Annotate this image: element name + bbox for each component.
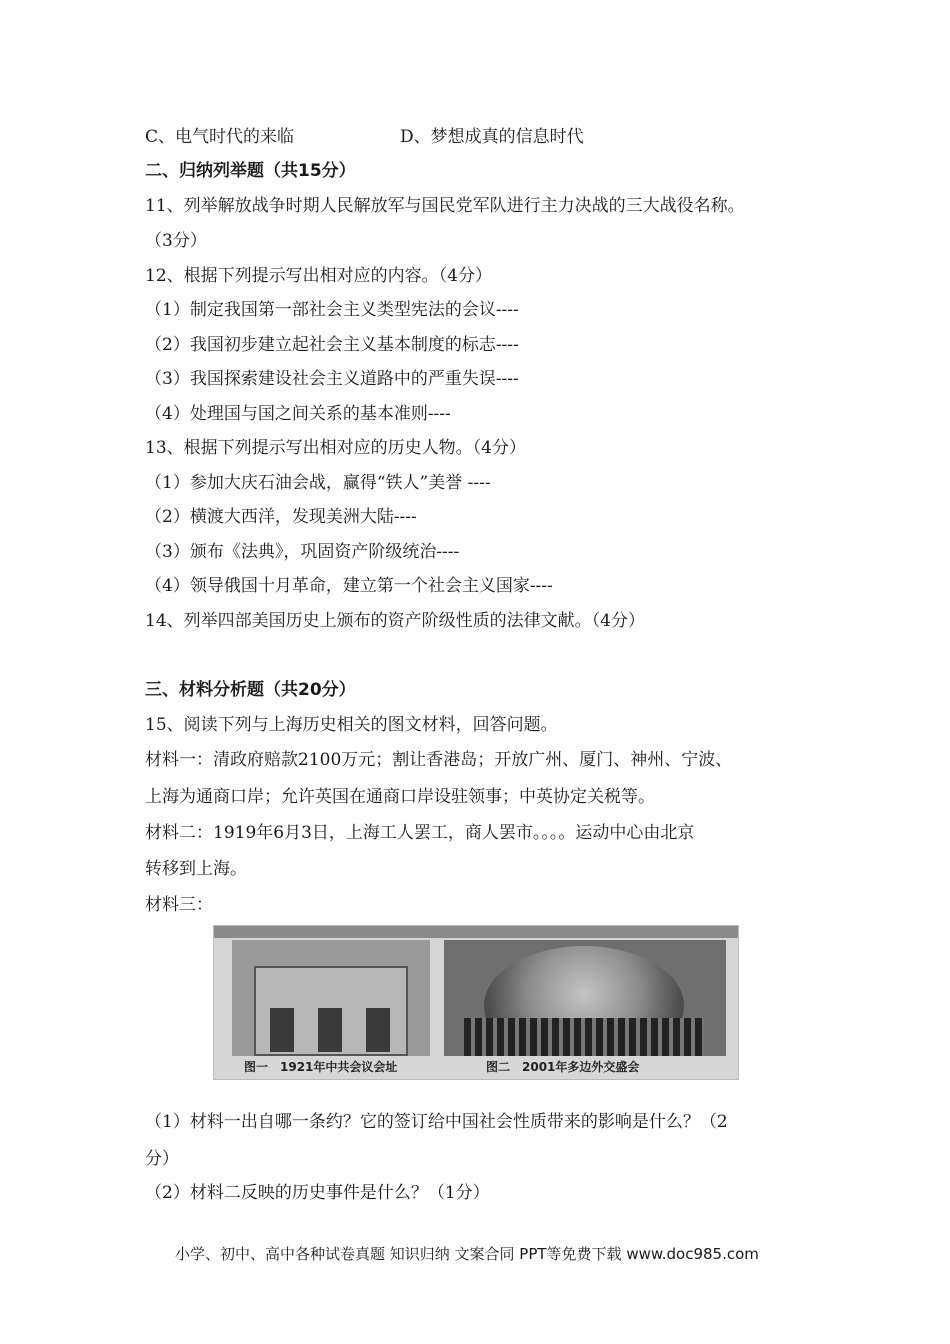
q12-item-3: （3）我国探索建设社会主义道路中的严重失误----: [145, 369, 519, 389]
q14-text: 14、列举四部美国历史上颁布的资产阶级性质的法律文献。（4分）: [145, 611, 645, 631]
q13-item-3: （3）颁布《法典》，巩固资产阶级统治----: [145, 542, 460, 562]
q13-item-4: （4）领导俄国十月革命，建立第一个社会主义国家----: [145, 576, 553, 596]
q15-text: 15、阅读下列与上海历史相关的图文材料，回答问题。: [145, 715, 558, 735]
q11-text: 11、列举解放战争时期人民解放军与国民党军队进行主力决战的三大战役名称。: [145, 196, 745, 216]
door-shape: [270, 1008, 294, 1052]
material-3-photo: [213, 925, 739, 1080]
photo-caption-1: 图一 1921年中共会议会址: [244, 1060, 398, 1074]
material-3-label: 材料三：: [145, 895, 213, 915]
option-d: D、梦想成真的信息时代: [400, 127, 584, 147]
options-row: [145, 126, 584, 148]
material-1-line-2: 上海为通商口岸；允许英国在通商口岸设驻领事；中英协定关税等。: [145, 787, 655, 807]
q12-item-4: （4）处理国与国之间关系的基本准则----: [145, 404, 451, 424]
q12-item-2: （2）我国初步建立起社会主义基本制度的标志----: [145, 335, 519, 355]
q11-score: （3分）: [145, 231, 207, 251]
material-1-line-1: 材料一：清政府赔款2100万元；割让香港岛；开放广州、厦门、神州、宁波、: [145, 750, 733, 770]
door-shape: [318, 1008, 342, 1052]
photo-top-band: [214, 926, 738, 938]
photo-panel-2: [444, 940, 726, 1056]
q12-item-1: （1）制定我国第一部社会主义类型宪法的会议----: [145, 300, 519, 320]
page-footer: 小学、初中、高中各种试卷真题 知识归纳 文案合同 PPT等免费下载 www.doc985.com: [175, 1245, 759, 1263]
material-2-line-1: 材料二：1919年6月3日，上海工人罢工，商人罢市。。。。运动中心由北京: [145, 823, 695, 843]
sub-question-1-line-2: 分）: [145, 1149, 179, 1169]
sub-question-1-line-1: （1）材料一出自哪一条约？它的签订给中国社会性质带来的影响是什么？（2: [145, 1112, 728, 1132]
photo-caption-2: 图二 2001年多边外交盛会: [486, 1060, 640, 1074]
material-2-line-2: 转移到上海。: [145, 859, 247, 879]
q12-text: 12、根据下列提示写出相对应的内容。（4分）: [145, 266, 492, 286]
section-2-title: 二、归纳列举题（共15分）: [145, 161, 356, 181]
option-c: C、电气时代的来临: [145, 127, 295, 147]
photo-panel-1: [232, 940, 430, 1056]
sub-question-2: （2）材料二反映的历史事件是什么？（1分）: [145, 1183, 490, 1203]
door-shape: [366, 1008, 390, 1052]
section-3-title: 三、材料分析题（共20分）: [145, 680, 356, 700]
group-photo-people: [464, 1018, 704, 1056]
q13-item-1: （1）参加大庆石油会战，赢得“铁人”美誉 ----: [145, 473, 491, 493]
building-image: [254, 966, 408, 1056]
q13-text: 13、根据下列提示写出相对应的历史人物。（4分）: [145, 438, 526, 458]
q13-item-2: （2）横渡大西洋，发现美洲大陆----: [145, 507, 417, 527]
